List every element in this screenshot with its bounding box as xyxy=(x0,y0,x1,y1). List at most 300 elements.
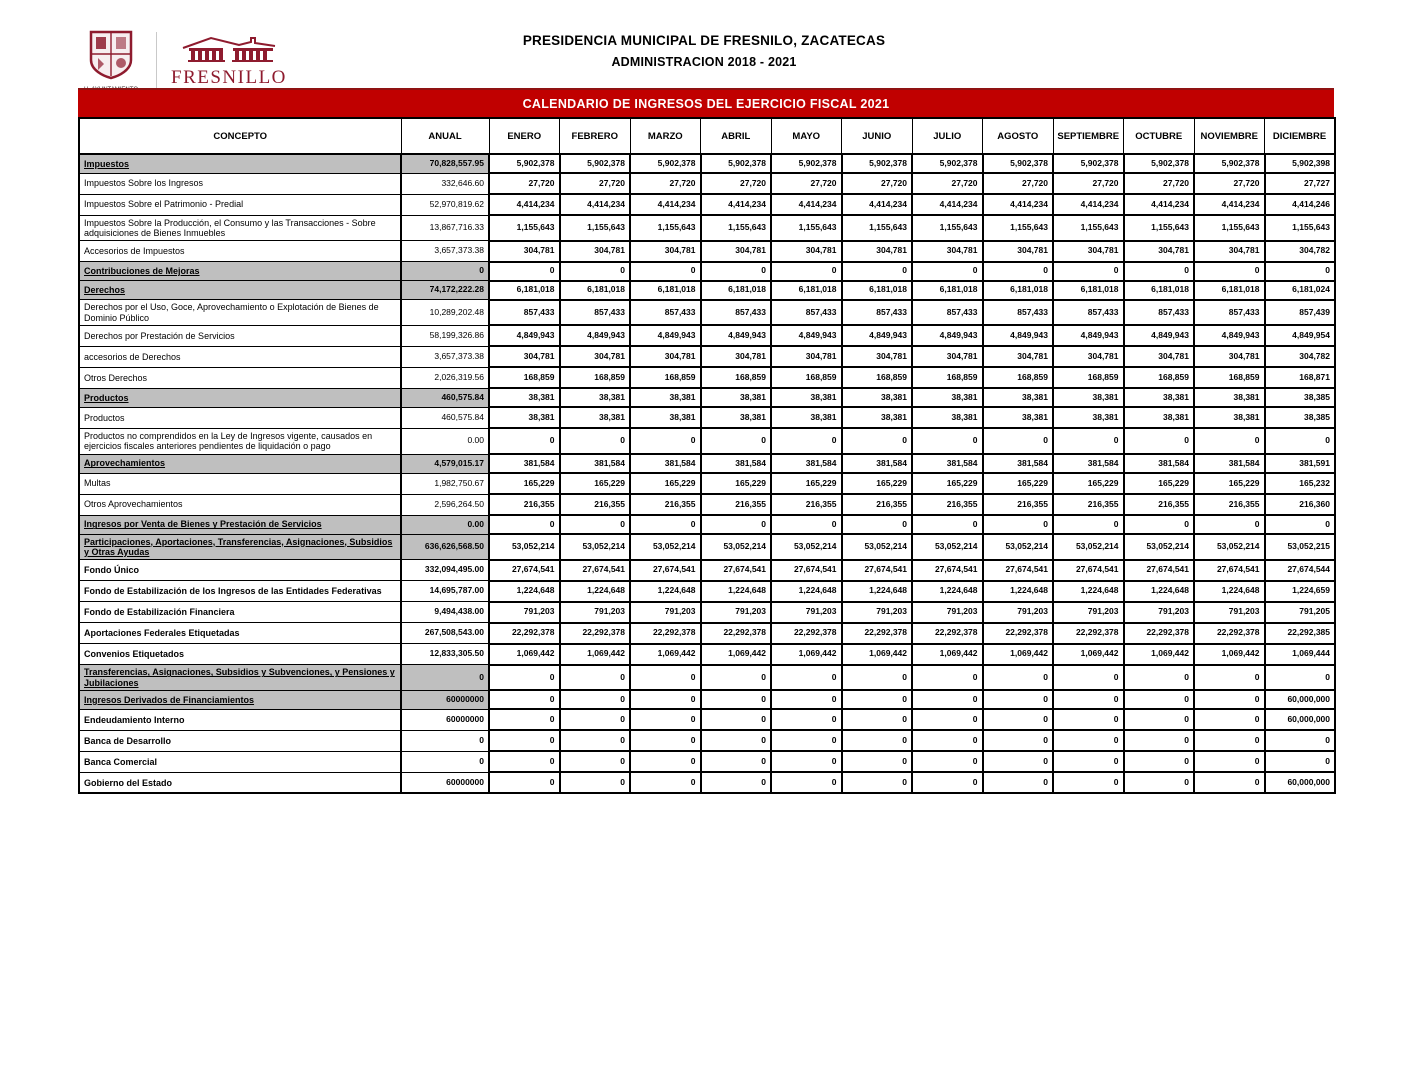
table-row xyxy=(79,407,1335,428)
row-month-value-mayo: 38,381 xyxy=(771,388,842,407)
row-month-value-septiembre: 1,224,648 xyxy=(1053,581,1124,602)
column-header-febrero: FEBRERO xyxy=(560,118,631,154)
row-month-value-julio: 0 xyxy=(912,709,983,730)
row-month-value-octubre: 0 xyxy=(1124,730,1195,751)
row-month-value-noviembre: 791,203 xyxy=(1194,602,1265,623)
row-month-value-agosto: 4,414,234 xyxy=(983,194,1054,215)
row-month-value-mayo: 6,181,018 xyxy=(771,281,842,300)
row-month-value-julio: 1,155,643 xyxy=(912,215,983,241)
row-month-value-diciembre: 165,232 xyxy=(1265,473,1336,494)
row-anual-value: 460,575.84 xyxy=(401,407,489,428)
row-label: Impuestos Sobre el Patrimonio - Predial xyxy=(79,194,401,215)
row-month-value-febrero: 22,292,378 xyxy=(560,623,631,644)
row-month-value-septiembre: 0 xyxy=(1053,772,1124,793)
row-month-value-marzo: 0 xyxy=(630,772,701,793)
row-month-value-noviembre: 0 xyxy=(1194,772,1265,793)
row-month-value-marzo: 1,155,643 xyxy=(630,215,701,241)
row-month-value-diciembre: 6,181,024 xyxy=(1265,281,1336,300)
row-month-value-mayo: 381,584 xyxy=(771,454,842,473)
row-month-value-mayo: 168,859 xyxy=(771,367,842,388)
row-month-value-abril: 1,155,643 xyxy=(701,215,772,241)
row-month-value-julio: 0 xyxy=(912,515,983,534)
row-month-value-marzo: 0 xyxy=(630,665,701,691)
row-month-value-abril: 216,355 xyxy=(701,494,772,515)
row-month-value-mayo: 791,203 xyxy=(771,602,842,623)
row-label: Participaciones, Aportaciones, Transferencias, Asignaciones, Subsidios y Otras Ayudas xyxy=(79,534,401,560)
fresnillo-wordmark: FRESNILLO xyxy=(171,67,287,88)
row-month-value-julio: 791,203 xyxy=(912,602,983,623)
row-month-value-abril: 381,584 xyxy=(701,454,772,473)
row-month-value-abril: 22,292,378 xyxy=(701,623,772,644)
row-month-value-octubre: 27,720 xyxy=(1124,173,1195,194)
row-month-value-abril: 4,849,943 xyxy=(701,325,772,346)
table-row xyxy=(79,602,1335,623)
row-month-value-mayo: 0 xyxy=(771,665,842,691)
row-anual-value: 60000000 xyxy=(401,690,489,709)
row-month-value-enero: 5,902,378 xyxy=(489,154,560,173)
row-month-value-julio: 1,069,442 xyxy=(912,644,983,665)
row-month-value-diciembre: 53,052,215 xyxy=(1265,534,1336,560)
row-month-value-septiembre: 304,781 xyxy=(1053,346,1124,367)
table-row xyxy=(79,388,1335,407)
row-month-value-julio: 4,849,943 xyxy=(912,325,983,346)
row-month-value-junio: 857,433 xyxy=(842,300,913,326)
row-month-value-septiembre: 1,069,442 xyxy=(1053,644,1124,665)
row-month-value-mayo: 0 xyxy=(771,428,842,454)
table-row xyxy=(79,644,1335,665)
row-month-value-octubre: 38,381 xyxy=(1124,388,1195,407)
table-row xyxy=(79,173,1335,194)
row-month-value-enero: 0 xyxy=(489,690,560,709)
row-label: Derechos por Prestación de Servicios xyxy=(79,325,401,346)
row-month-value-octubre: 38,381 xyxy=(1124,407,1195,428)
row-month-value-enero: 381,584 xyxy=(489,454,560,473)
table-row xyxy=(79,690,1335,709)
row-month-value-junio: 0 xyxy=(842,690,913,709)
row-month-value-junio: 381,584 xyxy=(842,454,913,473)
row-month-value-febrero: 0 xyxy=(560,690,631,709)
row-month-value-abril: 304,781 xyxy=(701,346,772,367)
row-month-value-agosto: 27,674,541 xyxy=(983,560,1054,581)
row-month-value-febrero: 0 xyxy=(560,665,631,691)
row-month-value-diciembre: 22,292,385 xyxy=(1265,623,1336,644)
row-label: Fondo Único xyxy=(79,560,401,581)
row-month-value-abril: 0 xyxy=(701,665,772,691)
row-month-value-julio: 304,781 xyxy=(912,346,983,367)
row-month-value-septiembre: 0 xyxy=(1053,262,1124,281)
row-month-value-marzo: 0 xyxy=(630,515,701,534)
row-month-value-junio: 0 xyxy=(842,262,913,281)
row-month-value-febrero: 0 xyxy=(560,515,631,534)
row-month-value-noviembre: 4,414,234 xyxy=(1194,194,1265,215)
row-month-value-junio: 165,229 xyxy=(842,473,913,494)
row-month-value-agosto: 791,203 xyxy=(983,602,1054,623)
row-month-value-septiembre: 304,781 xyxy=(1053,241,1124,262)
table-row xyxy=(79,241,1335,262)
row-anual-value: 332,646.60 xyxy=(401,173,489,194)
row-anual-value: 1,982,750.67 xyxy=(401,473,489,494)
row-month-value-noviembre: 22,292,378 xyxy=(1194,623,1265,644)
column-header-diciembre: DICIEMBRE xyxy=(1265,118,1336,154)
row-month-value-noviembre: 27,674,541 xyxy=(1194,560,1265,581)
table-row xyxy=(79,534,1335,560)
row-month-value-diciembre: 304,782 xyxy=(1265,241,1336,262)
row-month-value-noviembre: 857,433 xyxy=(1194,300,1265,326)
row-month-value-marzo: 165,229 xyxy=(630,473,701,494)
row-month-value-marzo: 0 xyxy=(630,262,701,281)
row-month-value-abril: 0 xyxy=(701,730,772,751)
row-month-value-mayo: 304,781 xyxy=(771,241,842,262)
row-month-value-marzo: 857,433 xyxy=(630,300,701,326)
row-month-value-junio: 0 xyxy=(842,730,913,751)
row-month-value-febrero: 38,381 xyxy=(560,407,631,428)
row-month-value-abril: 0 xyxy=(701,262,772,281)
table-row xyxy=(79,367,1335,388)
row-month-value-septiembre: 0 xyxy=(1053,730,1124,751)
row-month-value-diciembre: 1,069,444 xyxy=(1265,644,1336,665)
table-row xyxy=(79,772,1335,793)
row-month-value-enero: 857,433 xyxy=(489,300,560,326)
row-month-value-enero: 0 xyxy=(489,709,560,730)
row-month-value-junio: 0 xyxy=(842,428,913,454)
row-month-value-mayo: 53,052,214 xyxy=(771,534,842,560)
row-month-value-febrero: 165,229 xyxy=(560,473,631,494)
row-month-value-mayo: 0 xyxy=(771,709,842,730)
table-row xyxy=(79,300,1335,326)
column-header-abril: ABRIL xyxy=(701,118,772,154)
row-month-value-septiembre: 791,203 xyxy=(1053,602,1124,623)
row-month-value-mayo: 0 xyxy=(771,262,842,281)
row-month-value-agosto: 0 xyxy=(983,690,1054,709)
row-anual-value: 74,172,222.28 xyxy=(401,281,489,300)
row-month-value-marzo: 791,203 xyxy=(630,602,701,623)
row-month-value-octubre: 5,902,378 xyxy=(1124,154,1195,173)
row-label: Impuestos Sobre la Producción, el Consumo y las Transacciones - Sobre adquisiciones de Bienes Inmuebles xyxy=(79,215,401,241)
row-month-value-mayo: 0 xyxy=(771,772,842,793)
row-month-value-julio: 0 xyxy=(912,262,983,281)
row-month-value-julio: 0 xyxy=(912,751,983,772)
table-row xyxy=(79,281,1335,300)
row-anual-value: 3,657,373.38 xyxy=(401,241,489,262)
row-label: Fondo de Estabilización de los Ingresos de las Entidades Federativas xyxy=(79,581,401,602)
row-label: Multas xyxy=(79,473,401,494)
row-month-value-octubre: 304,781 xyxy=(1124,346,1195,367)
column-header-noviembre: NOVIEMBRE xyxy=(1194,118,1265,154)
row-month-value-abril: 0 xyxy=(701,690,772,709)
row-month-value-abril: 165,229 xyxy=(701,473,772,494)
row-month-value-noviembre: 5,902,378 xyxy=(1194,154,1265,173)
row-month-value-febrero: 168,859 xyxy=(560,367,631,388)
row-month-value-octubre: 0 xyxy=(1124,515,1195,534)
row-month-value-julio: 6,181,018 xyxy=(912,281,983,300)
row-anual-value: 10,289,202.48 xyxy=(401,300,489,326)
row-month-value-mayo: 5,902,378 xyxy=(771,154,842,173)
row-month-value-octubre: 165,229 xyxy=(1124,473,1195,494)
row-month-value-octubre: 6,181,018 xyxy=(1124,281,1195,300)
row-month-value-abril: 0 xyxy=(701,709,772,730)
row-label: Impuestos xyxy=(79,154,401,173)
row-month-value-agosto: 22,292,378 xyxy=(983,623,1054,644)
row-month-value-junio: 27,674,541 xyxy=(842,560,913,581)
row-month-value-junio: 216,355 xyxy=(842,494,913,515)
row-month-value-mayo: 0 xyxy=(771,690,842,709)
table-row xyxy=(79,665,1335,691)
row-month-value-agosto: 216,355 xyxy=(983,494,1054,515)
row-month-value-junio: 0 xyxy=(842,751,913,772)
row-month-value-julio: 0 xyxy=(912,428,983,454)
row-month-value-diciembre: 0 xyxy=(1265,730,1336,751)
row-month-value-julio: 5,902,378 xyxy=(912,154,983,173)
row-month-value-diciembre: 381,591 xyxy=(1265,454,1336,473)
row-month-value-enero: 4,849,943 xyxy=(489,325,560,346)
row-month-value-septiembre: 381,584 xyxy=(1053,454,1124,473)
row-month-value-junio: 304,781 xyxy=(842,346,913,367)
row-month-value-marzo: 216,355 xyxy=(630,494,701,515)
row-month-value-diciembre: 0 xyxy=(1265,751,1336,772)
row-month-value-abril: 5,902,378 xyxy=(701,154,772,173)
row-month-value-enero: 216,355 xyxy=(489,494,560,515)
table-row xyxy=(79,515,1335,534)
row-month-value-junio: 0 xyxy=(842,772,913,793)
row-month-value-enero: 0 xyxy=(489,772,560,793)
row-month-value-enero: 27,720 xyxy=(489,173,560,194)
ingresos-table-body xyxy=(79,154,1335,793)
row-month-value-abril: 857,433 xyxy=(701,300,772,326)
row-month-value-diciembre: 857,439 xyxy=(1265,300,1336,326)
row-month-value-agosto: 0 xyxy=(983,262,1054,281)
row-month-value-mayo: 27,674,541 xyxy=(771,560,842,581)
row-month-value-marzo: 27,674,541 xyxy=(630,560,701,581)
row-month-value-abril: 27,674,541 xyxy=(701,560,772,581)
row-month-value-octubre: 304,781 xyxy=(1124,241,1195,262)
row-month-value-agosto: 1,069,442 xyxy=(983,644,1054,665)
table-row xyxy=(79,473,1335,494)
table-row xyxy=(79,581,1335,602)
row-month-value-febrero: 304,781 xyxy=(560,346,631,367)
row-month-value-abril: 53,052,214 xyxy=(701,534,772,560)
row-month-value-marzo: 0 xyxy=(630,730,701,751)
row-month-value-marzo: 0 xyxy=(630,428,701,454)
row-month-value-febrero: 1,069,442 xyxy=(560,644,631,665)
row-month-value-mayo: 4,849,943 xyxy=(771,325,842,346)
row-month-value-febrero: 6,181,018 xyxy=(560,281,631,300)
row-month-value-julio: 381,584 xyxy=(912,454,983,473)
row-month-value-diciembre: 168,871 xyxy=(1265,367,1336,388)
row-month-value-noviembre: 0 xyxy=(1194,690,1265,709)
row-month-value-octubre: 0 xyxy=(1124,665,1195,691)
table-row xyxy=(79,560,1335,581)
row-month-value-octubre: 22,292,378 xyxy=(1124,623,1195,644)
row-label: Productos no comprendidos en la Ley de Ingresos vigente, causados en ejercicios fiscales anteriores pendientes de liquidación o pago xyxy=(79,428,401,454)
row-month-value-septiembre: 27,720 xyxy=(1053,173,1124,194)
row-month-value-diciembre: 216,360 xyxy=(1265,494,1336,515)
row-month-value-enero: 0 xyxy=(489,515,560,534)
row-month-value-marzo: 53,052,214 xyxy=(630,534,701,560)
row-month-value-julio: 53,052,214 xyxy=(912,534,983,560)
row-label: Banca Comercial xyxy=(79,751,401,772)
row-month-value-febrero: 857,433 xyxy=(560,300,631,326)
column-header-enero: ENERO xyxy=(489,118,560,154)
row-month-value-agosto: 5,902,378 xyxy=(983,154,1054,173)
row-month-value-agosto: 38,381 xyxy=(983,388,1054,407)
row-month-value-noviembre: 304,781 xyxy=(1194,241,1265,262)
row-month-value-diciembre: 27,674,544 xyxy=(1265,560,1336,581)
row-month-value-noviembre: 38,381 xyxy=(1194,388,1265,407)
row-month-value-noviembre: 165,229 xyxy=(1194,473,1265,494)
row-month-value-julio: 4,414,234 xyxy=(912,194,983,215)
row-month-value-septiembre: 5,902,378 xyxy=(1053,154,1124,173)
row-month-value-noviembre: 27,720 xyxy=(1194,173,1265,194)
column-header-marzo: MARZO xyxy=(630,118,701,154)
row-month-value-mayo: 304,781 xyxy=(771,346,842,367)
row-month-value-septiembre: 6,181,018 xyxy=(1053,281,1124,300)
row-month-value-mayo: 0 xyxy=(771,751,842,772)
row-month-value-diciembre: 60,000,000 xyxy=(1265,709,1336,730)
column-header-agosto: AGOSTO xyxy=(983,118,1054,154)
row-month-value-agosto: 304,781 xyxy=(983,346,1054,367)
row-month-value-julio: 0 xyxy=(912,730,983,751)
row-label: Contribuciones de Mejoras xyxy=(79,262,401,281)
row-label: Derechos xyxy=(79,281,401,300)
row-month-value-marzo: 1,224,648 xyxy=(630,581,701,602)
row-month-value-diciembre: 1,224,659 xyxy=(1265,581,1336,602)
row-month-value-septiembre: 0 xyxy=(1053,690,1124,709)
row-month-value-septiembre: 216,355 xyxy=(1053,494,1124,515)
row-month-value-abril: 0 xyxy=(701,772,772,793)
row-month-value-enero: 1,069,442 xyxy=(489,644,560,665)
column-header-julio: JULIO xyxy=(912,118,983,154)
row-anual-value: 70,828,557.95 xyxy=(401,154,489,173)
row-anual-value: 13,867,716.33 xyxy=(401,215,489,241)
row-month-value-enero: 0 xyxy=(489,262,560,281)
row-month-value-febrero: 5,902,378 xyxy=(560,154,631,173)
row-anual-value: 0 xyxy=(401,751,489,772)
row-anual-value: 14,695,787.00 xyxy=(401,581,489,602)
row-anual-value: 60000000 xyxy=(401,772,489,793)
row-month-value-marzo: 168,859 xyxy=(630,367,701,388)
row-month-value-febrero: 4,414,234 xyxy=(560,194,631,215)
table-row xyxy=(79,730,1335,751)
row-month-value-enero: 304,781 xyxy=(489,346,560,367)
row-month-value-octubre: 27,674,541 xyxy=(1124,560,1195,581)
row-month-value-agosto: 4,849,943 xyxy=(983,325,1054,346)
row-month-value-septiembre: 4,414,234 xyxy=(1053,194,1124,215)
row-label: Aprovechamientos xyxy=(79,454,401,473)
row-month-value-julio: 38,381 xyxy=(912,407,983,428)
row-month-value-abril: 27,720 xyxy=(701,173,772,194)
banner-title: CALENDARIO DE INGRESOS DEL EJERCICIO FISCAL 2021 xyxy=(522,96,890,111)
row-month-value-noviembre: 0 xyxy=(1194,751,1265,772)
row-month-value-abril: 38,381 xyxy=(701,407,772,428)
row-month-value-agosto: 0 xyxy=(983,665,1054,691)
row-month-value-octubre: 0 xyxy=(1124,772,1195,793)
row-month-value-abril: 0 xyxy=(701,515,772,534)
table-row xyxy=(79,194,1335,215)
row-month-value-agosto: 304,781 xyxy=(983,241,1054,262)
row-month-value-octubre: 791,203 xyxy=(1124,602,1195,623)
table-row xyxy=(79,325,1335,346)
row-month-value-mayo: 4,414,234 xyxy=(771,194,842,215)
row-month-value-noviembre: 0 xyxy=(1194,665,1265,691)
row-month-value-enero: 165,229 xyxy=(489,473,560,494)
row-month-value-septiembre: 27,674,541 xyxy=(1053,560,1124,581)
row-anual-value: 0 xyxy=(401,730,489,751)
row-month-value-junio: 1,155,643 xyxy=(842,215,913,241)
row-month-value-septiembre: 168,859 xyxy=(1053,367,1124,388)
row-anual-value: 9,494,438.00 xyxy=(401,602,489,623)
row-month-value-julio: 27,720 xyxy=(912,173,983,194)
row-month-value-octubre: 1,069,442 xyxy=(1124,644,1195,665)
row-month-value-mayo: 0 xyxy=(771,730,842,751)
row-anual-value: 3,657,373.38 xyxy=(401,346,489,367)
table-row xyxy=(79,623,1335,644)
row-month-value-abril: 304,781 xyxy=(701,241,772,262)
row-month-value-septiembre: 0 xyxy=(1053,751,1124,772)
row-anual-value: 636,626,568.50 xyxy=(401,534,489,560)
column-header-anual: ANUAL xyxy=(401,118,489,154)
row-month-value-agosto: 27,720 xyxy=(983,173,1054,194)
row-month-value-septiembre: 0 xyxy=(1053,709,1124,730)
row-month-value-mayo: 38,381 xyxy=(771,407,842,428)
row-month-value-junio: 0 xyxy=(842,665,913,691)
row-month-value-mayo: 216,355 xyxy=(771,494,842,515)
row-month-value-diciembre: 5,902,398 xyxy=(1265,154,1336,173)
row-month-value-octubre: 381,584 xyxy=(1124,454,1195,473)
row-month-value-octubre: 0 xyxy=(1124,709,1195,730)
row-month-value-julio: 38,381 xyxy=(912,388,983,407)
row-month-value-noviembre: 0 xyxy=(1194,515,1265,534)
row-month-value-febrero: 0 xyxy=(560,751,631,772)
row-month-value-junio: 168,859 xyxy=(842,367,913,388)
row-anual-value: 0.00 xyxy=(401,515,489,534)
column-header-junio: JUNIO xyxy=(842,118,913,154)
row-month-value-marzo: 38,381 xyxy=(630,388,701,407)
row-month-value-octubre: 857,433 xyxy=(1124,300,1195,326)
row-month-value-septiembre: 1,155,643 xyxy=(1053,215,1124,241)
ingresos-table xyxy=(78,117,1336,794)
row-month-value-junio: 53,052,214 xyxy=(842,534,913,560)
row-month-value-diciembre: 0 xyxy=(1265,262,1336,281)
row-month-value-junio: 1,224,648 xyxy=(842,581,913,602)
row-month-value-junio: 22,292,378 xyxy=(842,623,913,644)
row-month-value-noviembre: 1,155,643 xyxy=(1194,215,1265,241)
row-month-value-abril: 1,224,648 xyxy=(701,581,772,602)
title-block xyxy=(0,33,1408,69)
row-month-value-mayo: 1,155,643 xyxy=(771,215,842,241)
row-month-value-noviembre: 216,355 xyxy=(1194,494,1265,515)
row-month-value-noviembre: 0 xyxy=(1194,709,1265,730)
row-month-value-noviembre: 0 xyxy=(1194,428,1265,454)
row-month-value-octubre: 1,155,643 xyxy=(1124,215,1195,241)
row-month-value-febrero: 53,052,214 xyxy=(560,534,631,560)
row-month-value-enero: 304,781 xyxy=(489,241,560,262)
row-month-value-febrero: 0 xyxy=(560,428,631,454)
row-month-value-octubre: 168,859 xyxy=(1124,367,1195,388)
row-month-value-diciembre: 0 xyxy=(1265,665,1336,691)
row-month-value-diciembre: 27,727 xyxy=(1265,173,1336,194)
row-month-value-junio: 0 xyxy=(842,709,913,730)
row-month-value-febrero: 216,355 xyxy=(560,494,631,515)
row-month-value-agosto: 38,381 xyxy=(983,407,1054,428)
row-anual-value: 0 xyxy=(401,665,489,691)
row-month-value-diciembre: 304,782 xyxy=(1265,346,1336,367)
row-month-value-julio: 0 xyxy=(912,665,983,691)
row-month-value-octubre: 4,849,943 xyxy=(1124,325,1195,346)
row-anual-value: 2,026,319.56 xyxy=(401,367,489,388)
row-month-value-julio: 0 xyxy=(912,690,983,709)
row-month-value-noviembre: 0 xyxy=(1194,730,1265,751)
row-label: Convenios Etiquetados xyxy=(79,644,401,665)
